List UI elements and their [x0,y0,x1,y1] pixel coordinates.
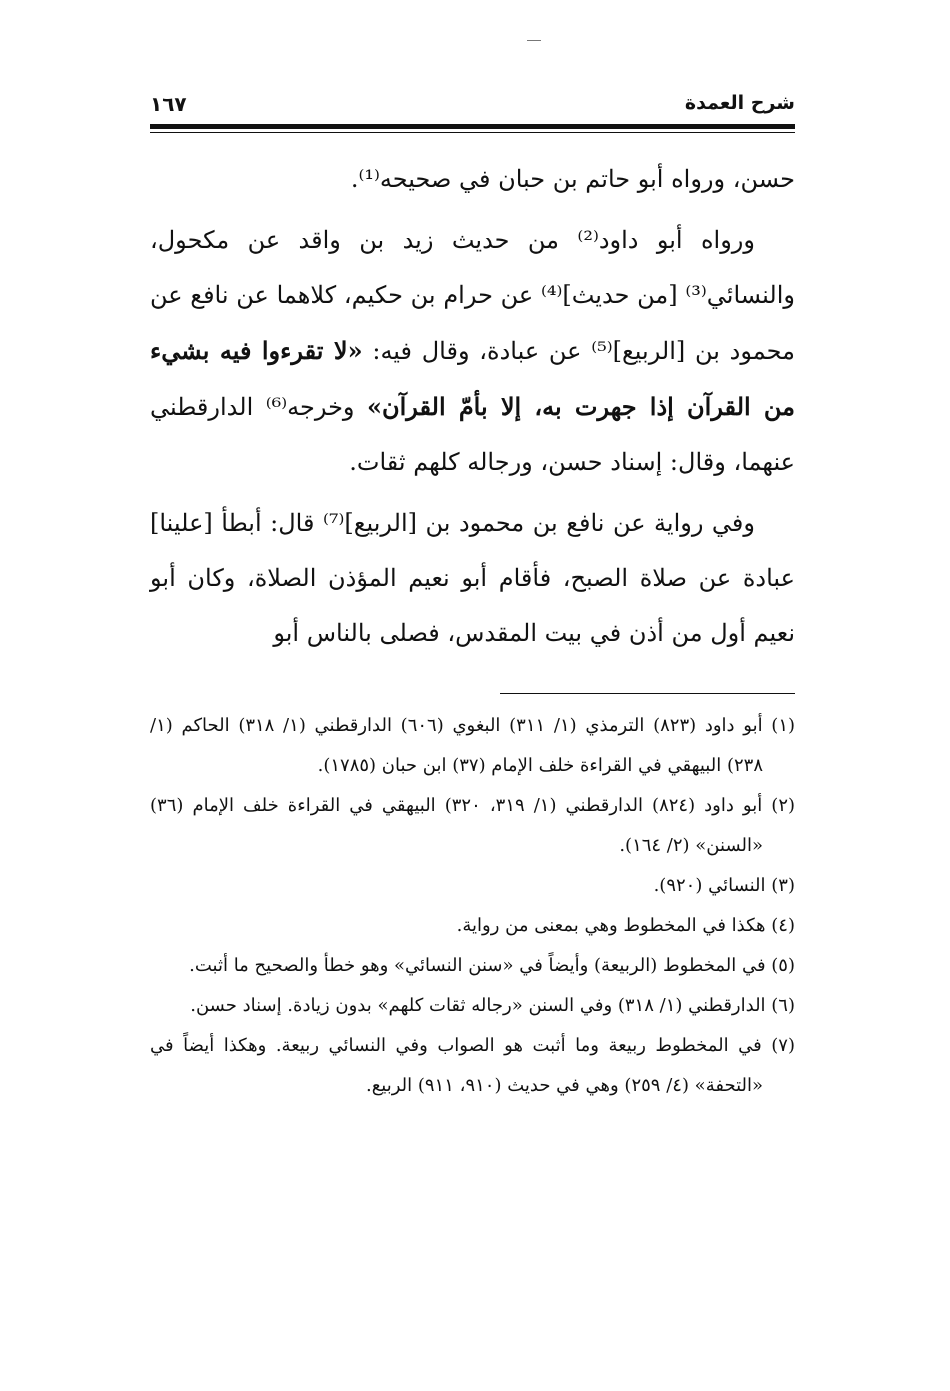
paragraph-3: وفي رواية عن نافع بن محمود بن [الربيع]⁽⁷⁾ قال: أبطأ [علينا] عبادة عن صلاة الصبح، فأقام أبو نعيم المؤذن الصلاة، وكان أبو نعيم أول من أذن في بيت المقدس، فصلى بالناس أبو [150,509,795,647]
footnote-1: (١) أبو داود (٨٢٣) الترمذي (١/ ٣١١) البغوي (٦٠٦) الدارقطني (١/ ٣١٨) الحاكم (١/ ٢٣٨) البيهقي في القراءة خلف الإمام (٣٧) ابن حبان (١٧٨٥). [150,715,796,776]
hadith-quote: «لا تقرءوا فيه بشيء من القرآن إذا جهرت به، إلا بأمّ القرآن» [150,336,795,421]
paragraph-2-text-b: وخرجه⁽⁶⁾ الدارقطني عنهما، وقال: إسناد حسن، ورجاله كلهم ثقات. [150,393,795,476]
paragraph-1: حسن، ورواه أبو حاتم بن حبان في صحيحه⁽¹⁾. [350,165,795,193]
main-text [150,152,795,667]
footnote-4: (٤) هكذا في المخطوط وهي بمعنى من رواية. [456,915,795,936]
page-header [150,92,795,122]
footnote-6: (٦) الدارقطني (١/ ٣١٨) وفي السنن «رجاله ثقات كلهم» بدون زيادة. إسناد حسن. [190,995,795,1016]
header-rule-thick [150,124,795,129]
footnotes [150,706,795,1106]
paragraph-2-text-a: ورواه أبو داود⁽²⁾ من حديث زيد بن واقد عن مكحول، والنسائي⁽³⁾ [من حديث]⁽⁴⁾ عن حرام بن حكيم، كلاهما عن نافع عن محمود بن [الربيع]⁽⁵⁾ عن عبادة، وقال فيه: [150,226,795,365]
footnote-3: (٣) النسائي (٩٢٠). [653,875,795,896]
header-rule-thin [150,132,795,133]
footnote-2: (٢) أبو داود (٨٢٤) الدارقطني (١/ ٣١٩، ٣٢٠) البيهقي في القراءة خلف الإمام (٣٦) «السنن» (٢/ ١٦٤). [150,795,796,856]
running-title: شرح العمدة [684,92,795,114]
footnote-separator [500,693,795,694]
top-mark [527,40,541,41]
footnote-7: (٧) في المخطوط ربيعة وما أثبت هو الصواب وفي النسائي ربيعة. وهكذا أيضاً في «التحفة» (٤/ ٢٥٩) وهي في حديث (٩١٠، ٩١١) الربيع. [150,1035,795,1096]
page-number: ١٦٧ [150,92,187,116]
footnote-5: (٥) في المخطوط (الربيعة) وأيضاً في «سنن النسائي» وهو خطأ والصحيح ما أثبت. [189,955,795,976]
paragraph-2 [150,213,795,490]
